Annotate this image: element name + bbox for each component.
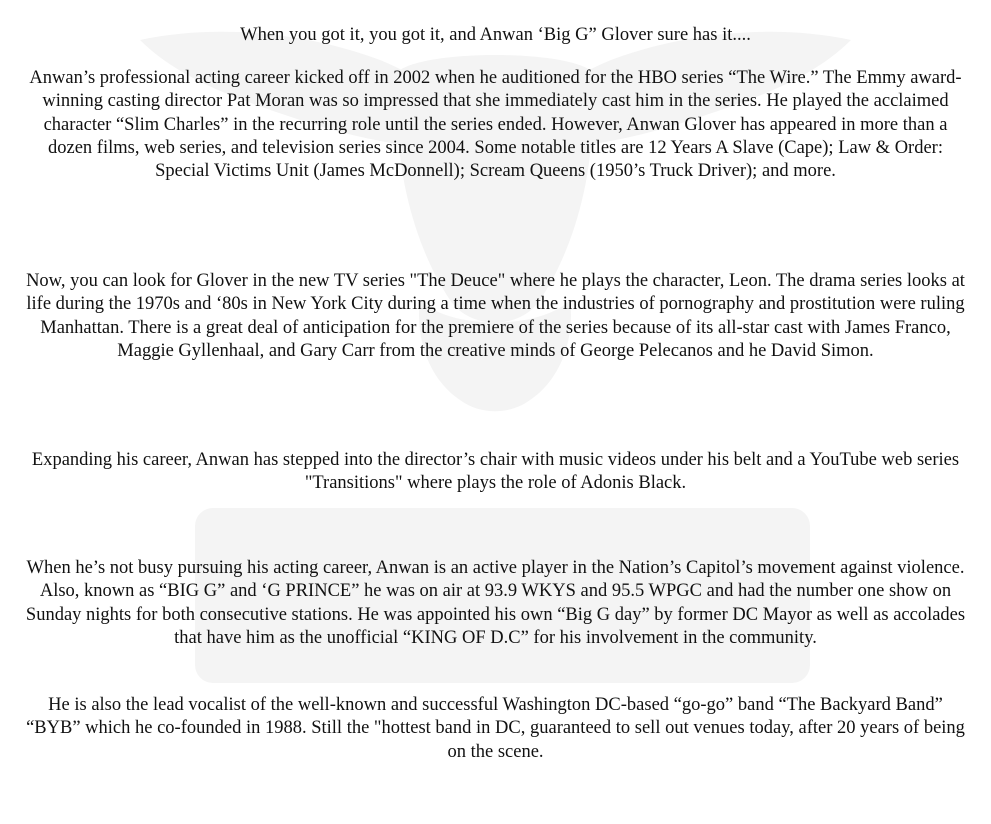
- intro-paragraph: When you got it, you got it, and Anwan ‘Big G” Glover sure has it....: [240, 25, 751, 45]
- band-paragraph: He is also the lead vocalist of the well-known and successful Washington DC-based “go-go” band “The Backyard Band” “BYB” which he co-founded in 1988. Still the "hottest band in DC, guaranteed to sell out venues today, after 20 years of being on the scene.: [26, 695, 965, 762]
- director-paragraph: Expanding his career, Anwan has stepped into the director’s chair with music videos under his belt and a YouTube web series "Transitions" where plays the role of Adonis Black.: [31, 450, 960, 494]
- activism-paragraph: When he’s not busy pursuing his acting career, Anwan is an active player in the Nation’s Capitol’s movement against violence. Also, known as “BIG G” and ‘G PRINCE” he was on air at 93.9 WKYS and 95.5 WPGC and had the number one show on Sunday nights for both consecutive stations. He was appointed his own “Big G day” by former DC Mayor as well as accolades that have him as the unofficial “KING OF D.C” for his involvement in the community.: [25, 558, 966, 648]
- the-deuce-paragraph: Now, you can look for Glover in the new TV series "The Deuce" where he plays the character, Leon. The drama series looks at life during the 1970s and ‘80s in New York City during a time when the industries of pornography and prostitution were ruling Manhattan. There is a great deal of anticipation for the premiere of the series because of its all-star cast with James Franco, Maggie Gyllenhaal, and Gary Carr from the creative minds of George Pelecanos and he David Simon.: [26, 271, 965, 361]
- acting-career-paragraph: Anwan’s professional acting career kicked off in 2002 when he auditioned for the HBO series “The Wire.” The Emmy award-winning casting director Pat Moran was so impressed that she immediately cast him in the series. He played the acclaimed character “Slim Charles” in the recurring role until the series ended. However, Anwan Glover has appeared in more than a dozen films, web series, and television series since 2004. Some notable titles are 12 Years A Slave (Cape); Law & Order: Special Victims Unit (James McDonnell); Scream Queens (1950’s Truck Driver); and more.: [29, 68, 962, 182]
